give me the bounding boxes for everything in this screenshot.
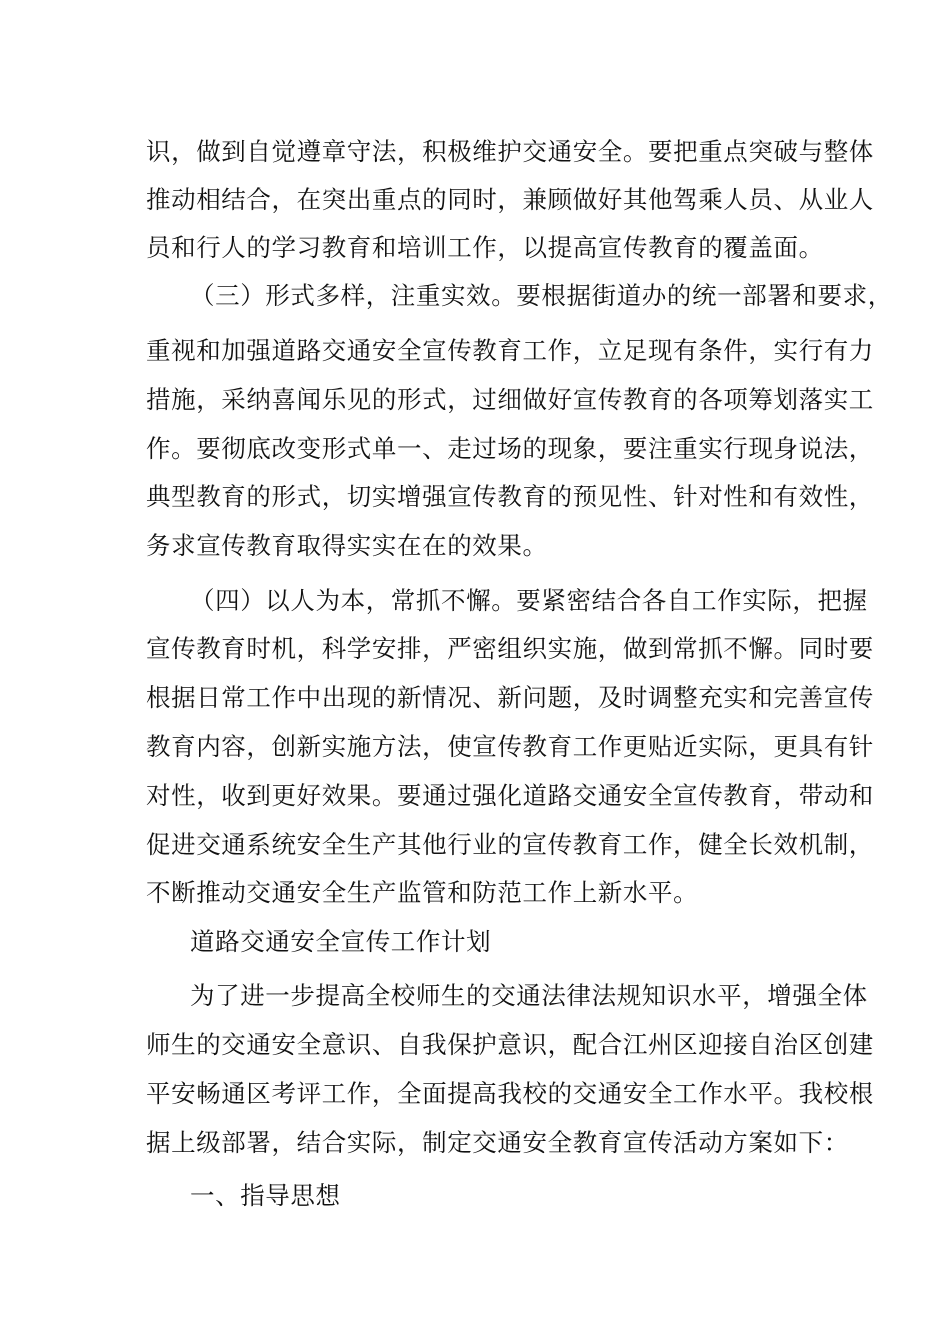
text-line: 平安畅通区考评工作，全面提高我校的交通安全工作水平。我校根 xyxy=(146,1079,874,1108)
text-line: 作。要彻底改变形式单一、走过场的现象，要注重实行现身说法， xyxy=(146,434,874,463)
text-line: 不断推动交通安全生产监管和防范工作上新水平。 xyxy=(146,878,699,907)
text-line: 宣传教育时机，科学安排，严密组织实施，做到常抓不懈。同时要 xyxy=(146,634,874,663)
section-title: 道路交通安全宣传工作计划 xyxy=(190,927,492,956)
section-heading: 一、指导思想 xyxy=(190,1181,341,1210)
text-line: 为了进一步提高全校师生的交通法律法规知识水平，增强全体 xyxy=(190,981,868,1010)
text-line: 典型教育的形式，切实增强宣传教育的预见性、针对性和有效性， xyxy=(146,482,874,511)
text-line: 根据日常工作中出现的新情况、新问题，及时调整充实和完善宣传 xyxy=(146,683,874,712)
paragraph-4-heading-line: （四）以人为本，常抓不懈。要紧密结合各自工作实际，把握 xyxy=(190,586,868,615)
text-line: 识，做到自觉遵章守法，积极维护交通安全。要把重点突破与整体 xyxy=(146,137,874,166)
text-line: 推动相结合，在突出重点的同时，兼顾做好其他驾乘人员、从业人 xyxy=(146,185,874,214)
text-line: 据上级部署，结合实际，制定交通安全教育宣传活动方案如下： xyxy=(146,1128,849,1157)
text-line: 对性，收到更好效果。要通过强化道路交通安全宣传教育，带动和 xyxy=(146,781,874,810)
text-line: 员和行人的学习教育和培训工作，以提高宣传教育的覆盖面。 xyxy=(146,233,824,262)
text-line: 促进交通系统安全生产其他行业的宣传教育工作，健全长效机制， xyxy=(146,830,874,859)
text-line: 措施，采纳喜闻乐见的形式，过细做好宣传教育的各项筹划落实工 xyxy=(146,385,874,414)
text-line: 务求宣传教育取得实实在在的效果。 xyxy=(146,531,548,560)
text-line: 重视和加强道路交通安全宣传教育工作，立足现有条件，实行有力 xyxy=(146,336,874,365)
paragraph-3-heading-line: （三）形式多样，注重实效。要根据街道办的统一部署和要求， xyxy=(190,281,893,310)
text-line: 师生的交通安全意识、自我保护意识，配合江州区迎接自治区创建 xyxy=(146,1030,874,1059)
text-line: 教育内容，创新实施方法，使宣传教育工作更贴近实际，更具有针 xyxy=(146,732,874,761)
